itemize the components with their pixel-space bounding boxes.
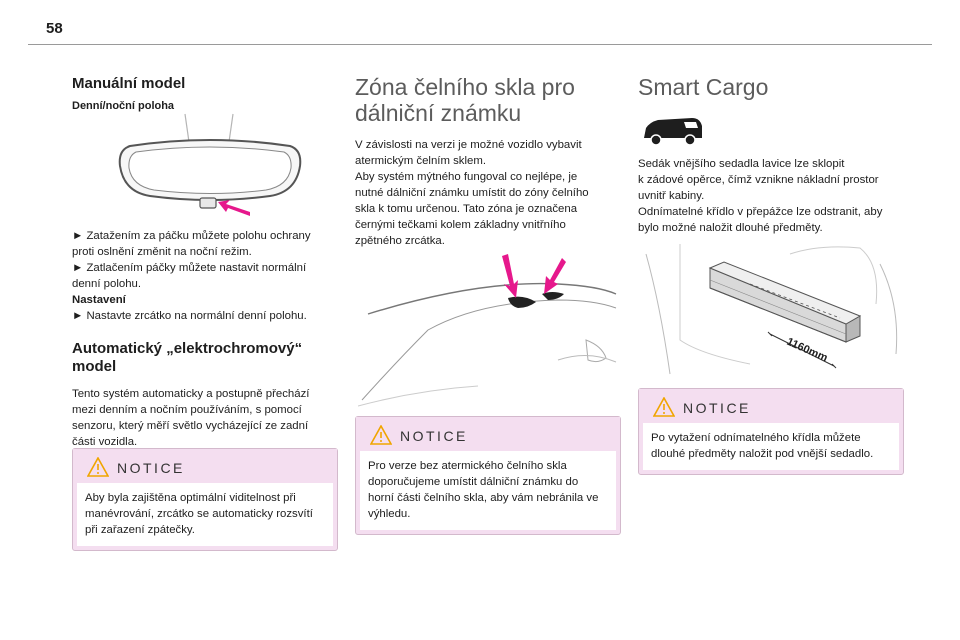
bullet-day-line2: denní polohu. bbox=[72, 278, 142, 290]
section-heading-manual: Manuální model bbox=[72, 75, 186, 92]
notice-text: Aby byla zajištěna optimální viditelnost při manévrování, zrcátko se automaticky rozsvítí při zařazení zpátečky. bbox=[77, 483, 333, 546]
notice-title: NOTICE bbox=[400, 428, 468, 444]
mirror-instructions bbox=[72, 228, 340, 450]
bullet-night-line2: proti oslnění změnit na noční režim. bbox=[72, 246, 252, 258]
smart-cargo-text bbox=[638, 156, 906, 236]
windshield-paragraph: V závislosti na verzi je možné vozidlo vybavit atermickým čelním sklem. Aby systém mýtného fungoval co nejlépe, je nutné dálniční známku umístit do zóny čelního skla k tomu určenou. Tato zóna je označena černými tečkami kolem základny vnitřního zpětného zrcátka. bbox=[355, 139, 589, 247]
notice-text: Pro verze bez atermického čelního skla doporučujeme umístit dálniční známku do horní části čelního skla, aby vám nebránila ve výhledu. bbox=[360, 451, 616, 530]
warning-icon bbox=[653, 397, 675, 417]
section-title-smart-cargo: Smart Cargo bbox=[638, 74, 769, 100]
notice-box-windshield bbox=[355, 416, 621, 535]
warning-icon bbox=[87, 457, 109, 477]
subheading-day-night: Denní/noční poloha bbox=[72, 100, 175, 112]
windshield-illustration bbox=[358, 250, 620, 410]
column-toll-sticker bbox=[355, 74, 623, 249]
cargo-illustration bbox=[640, 244, 902, 384]
arrow-icon bbox=[502, 254, 518, 298]
section-heading-electrochromic: Automatický „elektrochromový“ model bbox=[72, 340, 303, 375]
smart-cargo-paragraph: Sedák vnějšího sedadla lavice lze sklopit k zádové opěrce, čímž vznikne nákladní prostor uvnitř kabiny. Odnímatelné křídlo v přepážce lze odstranit, aby bylo možné naložit dlouhé předměty. bbox=[638, 158, 883, 234]
column-smart-cargo bbox=[638, 74, 906, 100]
arrow-icon bbox=[544, 258, 566, 294]
header-divider bbox=[28, 44, 932, 45]
warning-icon bbox=[370, 425, 392, 445]
electrochromic-paragraph: Tento systém automaticky a postupně přechází mezi denním a nočním používáním, s pomocí senzoru, který měří světlo vycházející ze zadní části vozidla. bbox=[72, 388, 310, 448]
van-icon bbox=[640, 114, 706, 148]
bullet-night-line1: ► Zatažením za páčku můžete polohu ochrany bbox=[72, 230, 311, 242]
notice-box-reverse bbox=[72, 448, 338, 551]
mirror-illustration bbox=[110, 112, 310, 222]
settings-label: Nastavení bbox=[72, 294, 126, 306]
column-manual-mirror bbox=[72, 72, 340, 113]
section-title-windshield: Zóna čelního skla pro dálniční známku bbox=[355, 74, 575, 126]
page-number: 58 bbox=[46, 20, 63, 37]
settings-bullet: ► Nastavte zrcátko na normální denní polohu. bbox=[72, 310, 307, 322]
notice-text: Po vytažení odnímatelného křídla můžete dlouhé předměty naložit pod vnější sedadlo. bbox=[643, 423, 899, 470]
notice-title: NOTICE bbox=[683, 400, 751, 416]
arrow-icon bbox=[218, 200, 250, 216]
notice-box-cargo bbox=[638, 388, 904, 475]
bullet-day-line1: ► Zatlačením páčky můžete nastavit normální bbox=[72, 262, 307, 274]
dimension-label: 1160mm bbox=[784, 335, 830, 365]
notice-title: NOTICE bbox=[117, 460, 185, 476]
